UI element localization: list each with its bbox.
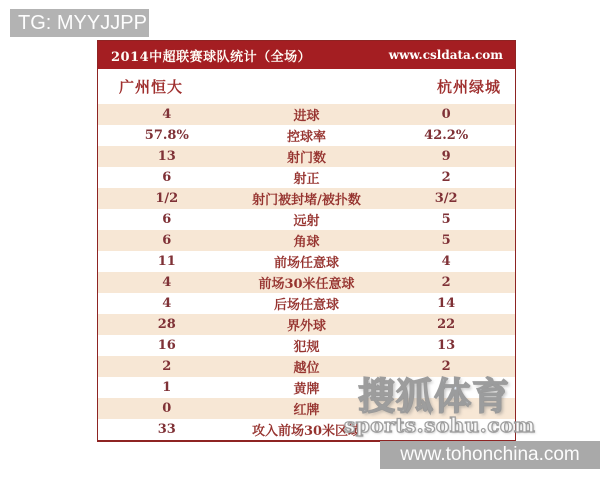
table-row (98, 335, 515, 356)
stats-table (97, 40, 516, 442)
stats-rows (98, 104, 515, 440)
team-header-row (98, 69, 515, 104)
home-value: 4 (162, 107, 172, 122)
home-value: 1 (162, 380, 172, 395)
stat-label: 红牌 (293, 403, 320, 418)
home-value: 2 (162, 359, 172, 374)
home-value: 16 (157, 338, 176, 353)
table-row (98, 209, 515, 230)
stat-label: 前场30米任意球 (258, 277, 355, 292)
stat-label: 射门数 (286, 151, 326, 166)
table-header (98, 41, 515, 69)
table-row (98, 293, 515, 314)
stat-label: 后场任意球 (273, 298, 339, 313)
stat-label: 攻入前场30米区域 (251, 424, 362, 439)
stat-label: 远射 (293, 214, 320, 229)
stat-label: 界外球 (286, 319, 326, 334)
stat-label: 控球率 (286, 130, 326, 145)
home-team-name: 广州恒大 (119, 78, 184, 96)
table-row (98, 230, 515, 251)
away-value: 22 (437, 317, 456, 332)
stat-label: 角球 (293, 235, 320, 250)
away-value: 13 (437, 338, 456, 353)
away-value: 4 (441, 254, 451, 269)
stat-label: 黄牌 (293, 382, 320, 397)
table-row (98, 272, 515, 293)
home-value: 1/2 (155, 191, 179, 206)
table-row (98, 314, 515, 335)
table-row (98, 125, 515, 146)
tg-tag: TG: MYYJJPP (10, 9, 149, 37)
away-value: 42.2% (424, 128, 469, 143)
home-value: 11 (157, 254, 176, 269)
table-row (98, 167, 515, 188)
table-title: 2014中超联赛球队统计（全场） (111, 49, 312, 65)
away-value: 9 (441, 149, 451, 164)
home-value: 57.8% (144, 128, 189, 143)
home-value: 28 (157, 317, 176, 332)
home-value: 6 (162, 170, 172, 185)
sohu-watermark-cn-left: 搜狐 (358, 374, 434, 418)
home-value: 33 (157, 422, 176, 437)
home-value: 4 (162, 296, 172, 311)
source-site-link: www.csldata.com (388, 48, 503, 62)
stat-label: 射门被封堵/被扑数 (252, 193, 361, 208)
stat-label: 进球 (293, 109, 320, 124)
table-row (98, 146, 515, 167)
table-row (98, 398, 515, 419)
stat-label: 前场任意球 (273, 256, 339, 271)
away-value: 5 (441, 212, 451, 227)
stat-label: 越位 (293, 361, 320, 376)
table-row (98, 104, 515, 125)
home-value: 6 (162, 233, 172, 248)
stat-label: 射正 (293, 172, 320, 187)
sohu-watermark-cn-right: 体育 (434, 374, 510, 418)
away-team-name: 杭州绿城 (436, 78, 501, 96)
bottom-url-bar: www.tohonchina.com (380, 441, 600, 469)
home-value: 4 (162, 275, 172, 290)
away-value: 2 (441, 170, 451, 185)
away-value: 2 (441, 359, 451, 374)
away-value: 2 (441, 275, 451, 290)
away-value: 5 (441, 233, 451, 248)
away-value: 3/2 (434, 191, 458, 206)
table-row (98, 419, 515, 440)
away-value: 14 (437, 296, 456, 311)
table-row (98, 251, 515, 272)
home-value: 0 (162, 401, 172, 416)
table-row (98, 377, 515, 398)
sohu-watermark-url: sports.sohu.com (344, 413, 536, 437)
home-value: 13 (157, 149, 176, 164)
table-row (98, 188, 515, 209)
table-row (98, 356, 515, 377)
away-value: 0 (441, 107, 451, 122)
stat-label: 犯规 (293, 340, 320, 355)
home-value: 6 (162, 212, 172, 227)
